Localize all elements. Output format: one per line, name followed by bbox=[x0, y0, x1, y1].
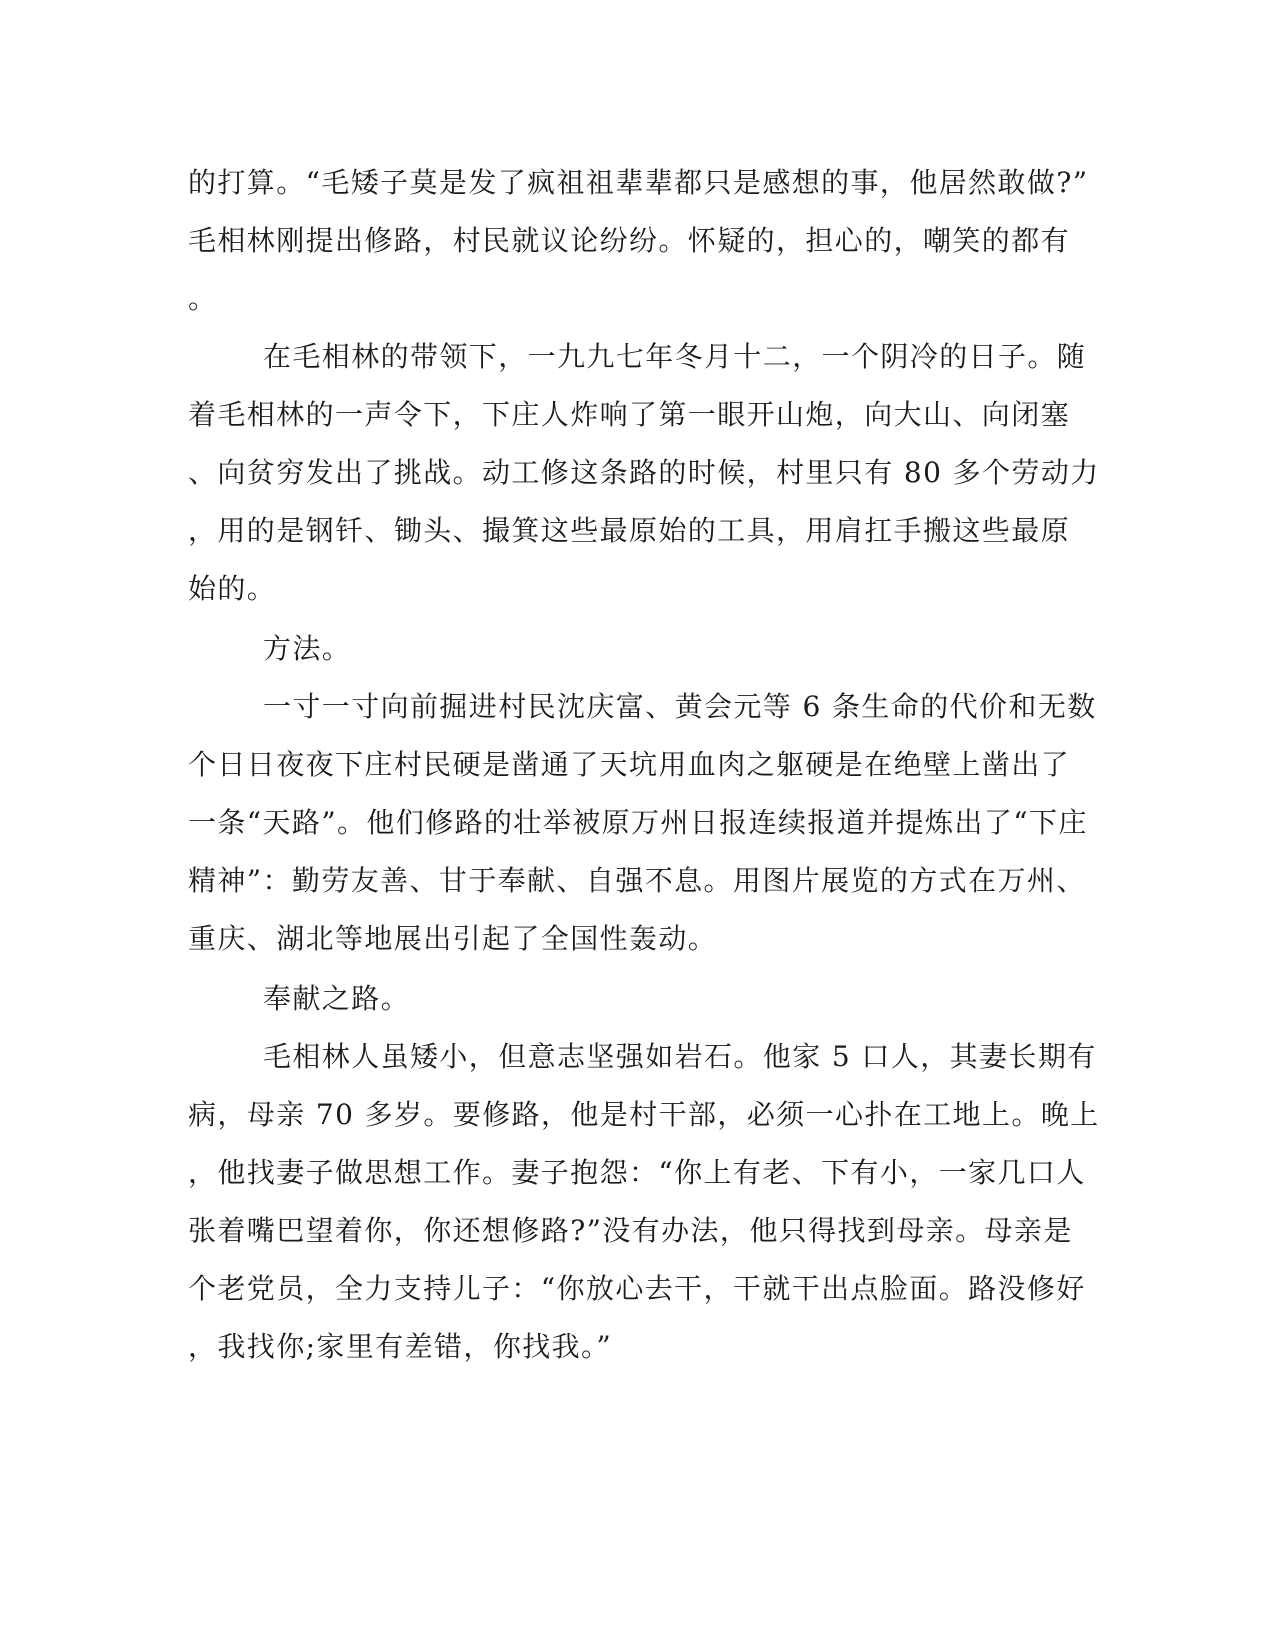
text-line: ，我找你;家里有差错，你找我。” bbox=[188, 1330, 613, 1363]
text-line: 着毛相林的一声令下，下庄人炸响了第一眼开山炮，向大山、向闭塞 bbox=[188, 398, 1071, 431]
text-line: ，他找妻子做思想工作。妻子抱怨：“你上有老、下有小，一家几口人 bbox=[188, 1156, 1086, 1189]
text-line: 个日日夜夜下庄村民硬是凿通了天坑用血肉之躯硬是在绝壁上凿出了 bbox=[188, 748, 1071, 781]
paragraph-first-line: 在毛相林的带领下，一九九七年冬月十二，一个阴冷的日子。随 bbox=[263, 340, 1087, 373]
text-line: 病，母亲 70 多岁。要修路，他是村干部，必须一心扑在工地上。晚上 bbox=[188, 1098, 1100, 1131]
text-line: 一条“天路”。他们修路的壮举被原万州日报连续报道并提炼出了“下庄 bbox=[188, 806, 1088, 839]
text-line: 重庆、湖北等地展出引起了全国性轰动。 bbox=[188, 922, 718, 955]
text-line: ，用的是钢钎、锄头、撮箕这些最原始的工具，用肩扛手搬这些最原 bbox=[188, 514, 1071, 547]
text-line: 张着嘴巴望着你，你还想修路?”没有办法，他只得找到母亲。母亲是 bbox=[188, 1214, 1073, 1247]
paragraph-first-line: 毛相林人虽矮小，但意志坚强如岩石。他家 5 口人，其妻长期有 bbox=[263, 1040, 1097, 1073]
paragraph-first-line: 一寸一寸向前掘进村民沈庆富、黄会元等 6 条生命的代价和无数 bbox=[263, 690, 1097, 723]
text-line: 精神”：勤劳友善、甘于奉献、自强不息。用图片展览的方式在万州、 bbox=[188, 864, 1086, 897]
text-line: 个老党员，全力支持儿子：“你放心去干，干就干出点脸面。路没修好 bbox=[188, 1272, 1086, 1305]
text-line: 、向贫穷发出了挑战。动工修这条路的时候，村里只有 80 多个劳动力 bbox=[188, 456, 1100, 489]
text-line: 的打算。“毛矮子莫是发了疯祖祖辈辈都只是感想的事，他居然敢做?” bbox=[188, 166, 1089, 199]
paragraph-first-line: 奉献之路。 bbox=[263, 982, 411, 1015]
text-line: 毛相林刚提出修路，村民就议论纷纷。怀疑的，担心的，嘲笑的都有 bbox=[188, 224, 1071, 257]
text-line: 始的。 bbox=[188, 572, 277, 605]
text-line: 。 bbox=[188, 282, 218, 315]
paragraph-first-line: 方法。 bbox=[263, 632, 352, 665]
